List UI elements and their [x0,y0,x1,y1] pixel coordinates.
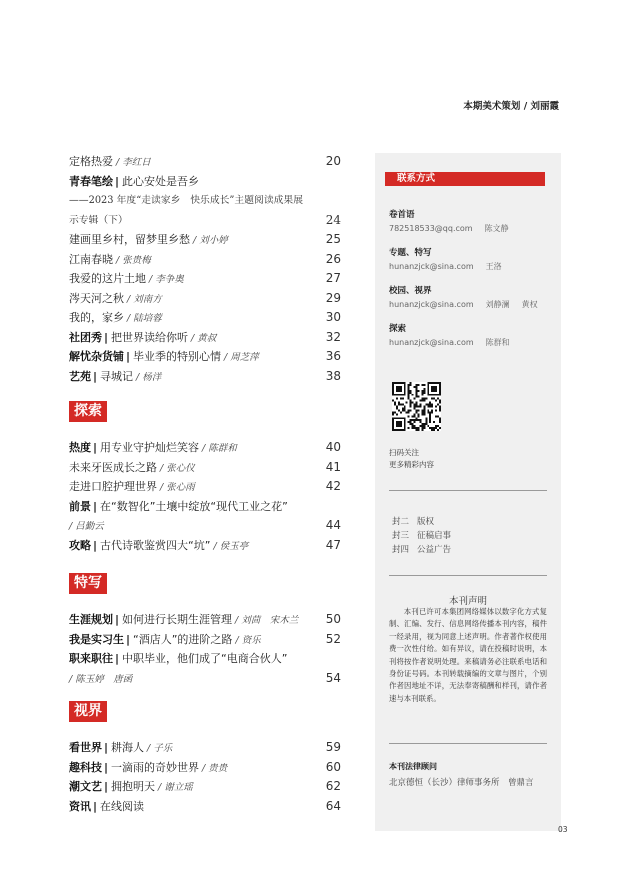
toc-author-slash: / [221,352,231,363]
toc-entry[interactable] [69,497,341,517]
toc-separator: | [93,441,98,454]
toc-category: 攻略 [69,538,91,552]
toc-author: 刘茴 宋木兰 [241,615,299,626]
toc-entry[interactable] [69,738,341,758]
toc-author: 侯玉亭 [219,540,249,552]
art-credit: 本期美术策划 / 刘丽霞 [463,101,559,112]
section-label: 探索 [69,401,107,422]
toc-entry[interactable] [69,438,341,458]
toc-category: 趣科技 [69,760,102,774]
toc-author: 张贵梅 [122,254,151,266]
cover-code: 封三 [392,531,410,541]
toc-author-slash: / [144,743,154,754]
scan-line-2: 更多精彩内容 [389,460,434,469]
toc-entry[interactable] [69,777,341,797]
toc-entry[interactable] [69,289,341,309]
toc-entry-title: 江南春晓 [69,252,113,266]
toc-entry[interactable] [69,211,341,231]
qr-code-icon[interactable] [392,382,441,431]
section-header [69,572,341,593]
toc-author: 贵贵 [208,762,228,774]
toc-author: 吕勤云 [75,521,104,532]
toc-entry-title: 中职毕业，他们成了“电商合伙人” [122,652,288,665]
toc-category: 职来职往 [69,652,113,665]
divider [389,575,547,576]
toc-category: 生涯规划 [69,613,113,626]
contact-2 [389,284,550,310]
toc-page-number: 20 [325,154,341,168]
toc-section-shijie [69,700,341,816]
contact-email[interactable]: 782518533@qq.com [389,224,473,233]
toc-entry-title: 耕海人 [111,741,145,754]
toc-entry[interactable] [69,250,341,270]
sidebar-title: 联系方式 [385,172,545,186]
contact-email[interactable]: hunanzjck@sina.com [389,262,474,271]
toc-author: 陈群和 [208,443,237,454]
toc-author-slash: / [113,157,123,168]
toc-author-slash: / [190,235,200,246]
contact-name: 王洛 [485,262,502,271]
toc-entry-title: 此心安处是吾乡 [122,174,200,188]
toc-separator: | [93,499,98,513]
toc-page-number: 41 [325,459,341,474]
toc-entry-title: 一滴雨的奇妙世界 [111,760,200,774]
toc-separator: | [93,799,98,813]
toc-page-number: 54 [325,670,341,685]
toc-page-number: 26 [325,251,341,266]
toc-category: 我是实习生 [69,632,124,646]
contact-1 [389,246,514,272]
toc-entry-title: “酒店人”的进阶之路 [133,632,233,646]
toc-author: 张心仪 [166,462,195,474]
toc-entry[interactable] [69,152,341,172]
contact-label: 卷首语 [389,210,415,220]
scan-line-1: 扫码关注 [389,448,419,457]
toc-section-tansuo [69,400,341,555]
toc-category: 潮文艺 [69,780,102,793]
contact-email[interactable]: hunanzjck@sina.com [389,338,474,347]
toc-separator: | [115,652,120,665]
toc-entry-title: 把世界读给你听 [111,330,189,344]
toc-separator: | [115,613,120,626]
toc-separator: | [104,780,109,793]
toc-author-slash: / [232,634,242,646]
statement-title: 本刊声明 [448,596,487,607]
contact-name: 黄权 [521,300,538,309]
toc-author-slash: / [124,313,134,324]
scan-caption [389,447,434,471]
toc-entry-title: 建画里乡村，留梦里乡愁 [69,233,190,246]
divider [389,743,547,744]
toc-author-slash: / [69,673,76,685]
toc-author-slash: / [113,254,123,266]
sidebar [375,153,561,831]
toc-category: 解忧杂货铺 [69,350,124,363]
statement-text: 本刊已许可本集团网络媒体以数字化方式复制、汇编、发行、信息网络传播本刊内容，稿件一经录用，视为同意上述声明。作者著作权使用费一次性付给。如有异议，请在投稿时说明，本刊将按作者说明处理。来稿请务必注联系电话和身份证号码。本刊转载摘编的文章与图片，个别作者因地址不详，无法奉寄稿酬和样刊，请作者速与本刊联系。 [389,607,547,703]
toc-entry[interactable] [69,458,341,478]
toc-entry[interactable] [69,797,341,817]
cover-code: 封二 [392,517,410,527]
toc-entry-title: 涔天河之秋 [69,291,124,305]
toc-author-slash: / [133,371,143,383]
cover-code: 封四 [392,545,410,555]
toc-entry-title: 我爱的这片土地 [69,272,146,285]
toc-author-slash: / [157,482,167,493]
toc-page-number: 38 [325,368,341,383]
toc-category: 青春笔绘 [69,174,113,188]
toc-separator: | [126,350,131,363]
toc-entry[interactable] [69,610,341,630]
contact-email[interactable]: hunanzjck@sina.com [389,300,474,309]
contact-name: 刘静澜 [485,300,510,309]
toc-author-slash: / [188,332,198,344]
toc-author: 杨洋 [142,371,162,383]
toc-page-number: 50 [325,612,341,626]
section-label: 特写 [69,573,107,594]
toc-page-number: 32 [325,329,341,344]
toc-entry-title: ——2023 年度“走读家乡 快乐成长”主题阅读成果展 [69,195,304,206]
toc-entry-title: 走进口腔护理世界 [69,480,157,493]
toc-entry-title: 在线阅读 [100,799,145,813]
toc-author: 刘小婷 [199,235,228,246]
toc-entry-title: 古代诗歌鉴赏四大“坑” [100,538,211,552]
toc-page-number: 24 [325,212,341,227]
toc-author: 张心雨 [166,482,195,493]
page-number: 03 [558,825,568,834]
section-header [69,400,341,421]
toc-category: 看世界 [69,741,102,754]
toc-entry-title: 如何进行长期生涯管理 [122,613,233,626]
toc-entry-title: 未来牙医成长之路 [69,460,157,474]
toc-category: 前景 [69,499,91,513]
toc-separator: | [115,174,120,188]
toc-author-slash: / [146,274,156,285]
toc-entry-title: 拥抱明天 [111,780,156,793]
contact-name: 陈文静 [484,224,509,233]
toc-entry-title: 寻城记 [100,369,134,383]
toc-entry[interactable] [69,669,341,689]
cover-name: 版权 [417,517,435,527]
toc-list [69,152,341,386]
toc-entry-title: 我的，家乡 [69,311,124,324]
toc-author-slash: / [155,782,165,793]
toc-author: 李争奥 [155,274,184,285]
toc-author: 黄叔 [197,332,217,344]
toc-separator: | [126,632,131,646]
toc-author-slash: / [157,462,167,474]
toc-category: 热度 [69,441,91,454]
toc-entry[interactable] [69,191,341,211]
toc-entry[interactable] [69,536,341,556]
toc-page-number: 64 [325,798,341,813]
toc-author-slash: / [232,615,242,626]
toc-author: 陆培蓉 [133,313,162,324]
toc-section-texie [69,572,341,688]
toc-entry-title: 在“数智化”土壤中绽放“现代工业之花” [100,499,288,513]
toc-author-slash: / [124,293,134,305]
toc-entry-title: 用专业守护灿烂笑容 [100,441,200,454]
toc-page-number: 29 [325,290,341,305]
toc-author-slash: / [199,443,209,454]
toc-entry[interactable] [69,649,341,669]
section-label: 视界 [69,701,107,722]
toc-author: 资乐 [241,634,261,646]
toc-category: 资讯 [69,799,91,813]
law-firm: 北京德恒（长沙）律师事务所 曾鼎言 [389,778,534,788]
toc-page-number: 60 [325,759,341,774]
toc-page-number: 25 [325,232,341,246]
toc-entry-title: 示专辑（下） [69,214,128,226]
section-header [69,700,341,721]
contact-label: 专题、特写 [389,248,432,258]
toc-author: 周芝萍 [230,352,259,363]
toc-author: 李红日 [122,157,151,168]
toc-category: 艺苑 [69,369,91,383]
toc-author: 刘南方 [133,293,162,305]
toc-entry[interactable] [69,308,341,328]
law-label: 本刊法律顾问 [389,761,437,771]
toc-separator: | [104,741,109,754]
toc-separator: | [104,760,109,774]
toc-entry[interactable] [69,230,341,250]
toc-category: 社团秀 [69,330,102,344]
cover-list [392,515,459,557]
cover-name: 公益广告 [417,545,452,555]
toc-author-slash: / [199,762,209,774]
toc-entry[interactable] [69,328,341,348]
toc-entry[interactable] [69,477,341,497]
toc-page-number: 52 [325,631,341,646]
toc-page-number: 27 [325,271,341,285]
contact-3 [389,322,522,348]
toc-author-slash: / [69,521,76,532]
toc-author: 陈玉婷 唐函 [75,673,133,685]
toc-entry[interactable] [69,347,341,367]
toc-page-number: 59 [325,740,341,754]
contact-name: 陈群和 [485,338,510,347]
toc-separator: | [93,369,98,383]
toc-page-number: 47 [325,537,341,552]
toc-page-number: 44 [325,518,341,532]
toc-entry[interactable] [69,630,341,650]
toc-separator: | [104,330,109,344]
toc-separator: | [93,538,98,552]
toc-author: 子乐 [153,743,173,754]
toc-entry[interactable] [69,516,341,536]
toc-page-number: 30 [325,310,341,324]
toc-entry[interactable] [69,758,341,778]
divider [389,490,547,491]
cover-name: 征稿启事 [417,531,452,541]
toc-entry[interactable] [69,367,341,387]
toc-entry[interactable] [69,269,341,289]
toc-page-number: 62 [325,779,341,793]
toc-entry-title: 毕业季的特别心情 [133,350,222,363]
contact-0 [389,208,521,234]
toc-entry[interactable] [69,172,341,192]
toc-page-number: 42 [325,479,341,493]
toc-entry-title: 定格热爱 [69,155,113,168]
contact-label: 校园、视界 [389,286,432,296]
toc-author-slash: / [210,540,220,552]
toc-page-number: 40 [325,440,341,454]
contact-label: 探索 [389,324,407,334]
toc-author: 谢立瑶 [164,782,193,793]
toc-page-number: 36 [325,349,341,363]
